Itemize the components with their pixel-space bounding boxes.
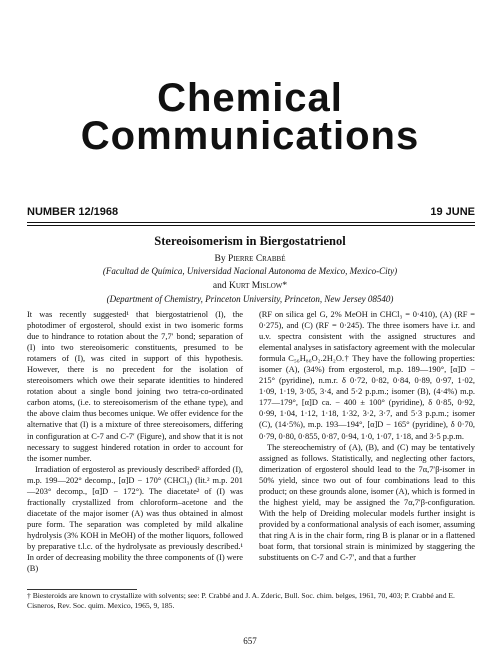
paragraph: (RF on silica gel G, 2% MeOH in CHCl₃ = 0·410), (A) (RF = 0·275), and (C) (RF = 0·245). The three isomers have i.r. and u.v. spectra consistent with the assigned structures and elemental analyses in satisfactory agreement with the molecular formula C₅₆H₈₆O₂.2H₂O.† They have the following properties: isomer (A), (34%) from ergosterol, m.p. 189—190°, [α]D − 215° (pyridine), n.m.r. δ 0·72, 0·82, 0·84, 0·89, 0·97, 1·02, 1·09, 1·19, 3·05, 3·4, and 5·2 p.p.m.; isomer (B), (4·4%) m.p. 177—179°, [α]D ca. − 400 ± 100° (pyridine), δ 0·85, 0·92, 0·99, 1·04, 1·12, 1·18, 1·32, 3·2, 3·7, and 5·3 p.p.m.; isomer (C), (14·5%), m.p. 193—194°, [α]D − 165° (pyridine), δ 0·70, 0·79, 0·80, 0·855, 0·87, 0·94, 1·0, 1·07, 1·18, and 3·5 p.p.m. (259, 310, 475, 441)
page-number: 657 (243, 636, 257, 646)
byline-1 (0, 254, 500, 264)
author-1: Pierre Crabbé (227, 254, 286, 264)
issue-date: 19 JUNE (430, 206, 475, 218)
body-column-right (259, 309, 475, 563)
footnote-rule (27, 589, 137, 590)
footnote-text: † Biesteroids are known to crystallize with solvents; see: P. Crabbé and J. A. Zderic, Bull. Soc. chim. belges, 1961, 70, 403; P. Crabbé and E. Cisneros, Rev. Soc. quim. Mexico, 1965, 9, 185. (27, 591, 455, 610)
author-2: Kurt Mislow* (228, 281, 288, 291)
header-rule-top (27, 222, 475, 223)
article-title: Stereoisomerism in Biergostatrienol (154, 234, 346, 248)
affiliation-1: (Facultad de Química, Universidad Nacional Autonoma de Mexico, Mexico-City) (102, 266, 398, 276)
issue-bar (27, 206, 475, 218)
header-rule-bottom (27, 225, 475, 226)
byline-prefix-2: and (212, 281, 229, 291)
affiliation-2: (Department of Chemistry, Princeton University, Princeton, New Jersey 08540) (106, 294, 394, 304)
byline-prefix-1: By (214, 254, 228, 264)
journal-title-line1: Chemical (157, 76, 343, 120)
byline-2 (0, 281, 500, 291)
paragraph: Irradiation of ergosterol as previously described² afforded (I), m.p. 199—202° decomp., [α]D − 170° (CHCl₃) (lit.² m.p. 201—203° decomp., [α]D − 172°). The diacetate² of (I) was fractionally crystallized from chloroform–acetone and the diacetate of the major isomer (A) was thus obtained in almost pure form. The separation was completed by mild alkaline hydrolysis (3% KOH in MeOH) of the mother liquors, followed by preparative t.l.c. of the hydrolysate as previously described.¹ In order of decreasing mobility the three components of (I) were (B) (27, 464, 243, 574)
issue-number: NUMBER 12/1968 (27, 206, 119, 218)
footnote (27, 591, 475, 611)
paragraph: It was recently suggested¹ that biergostatrienol (I), the photodimer of ergosterol, should exist in two isomeric forms due to hindrance to rotation about the 7,7′ bond; separation of (I) into two stereoisomeric constituents, presumed to be rotamers of (I), was cited in support of this hypothesis. However, there is no precedent for the isolation of stereoisomers which owe their separate identities to hindered rotation about a single bond joining two tetra-co-ordinated carbon atoms, (i.e. to stereoisomerism of the ethane type), and the above claim thus becomes unique. We offer evidence for the alternative that (I) is a mixture of three stereoisomers, differing in configuration at C-7 and C-7′ (Figure), and show that it is not necessary to suggest hindered rotation in order to account for the isomer number. (27, 310, 243, 463)
body-column-left (27, 309, 243, 574)
journal-title-line2: Communications (80, 114, 420, 158)
paragraph: The stereochemistry of (A), (B), and (C) may be tentatively assigned as follows. Statistically, and neglecting other factors, dimerization of ergosterol should lead to the 7α,7′β-isomer in 50% yield, since two out of four combinations lead to this product; on these grounds alone, isomer (A), which is formed in the highest yield, may be assigned the 7α,7′β-configuration. With the help of Dreiding molecular models further insight is provided by a conformational analysis of each isomer, assuming that ring A is in the chair form, ring B is planar or in a flattened boat form, that torsional strain is minimized by staggering the substituents on C-7 and C-7′, and that a further (259, 442, 475, 563)
